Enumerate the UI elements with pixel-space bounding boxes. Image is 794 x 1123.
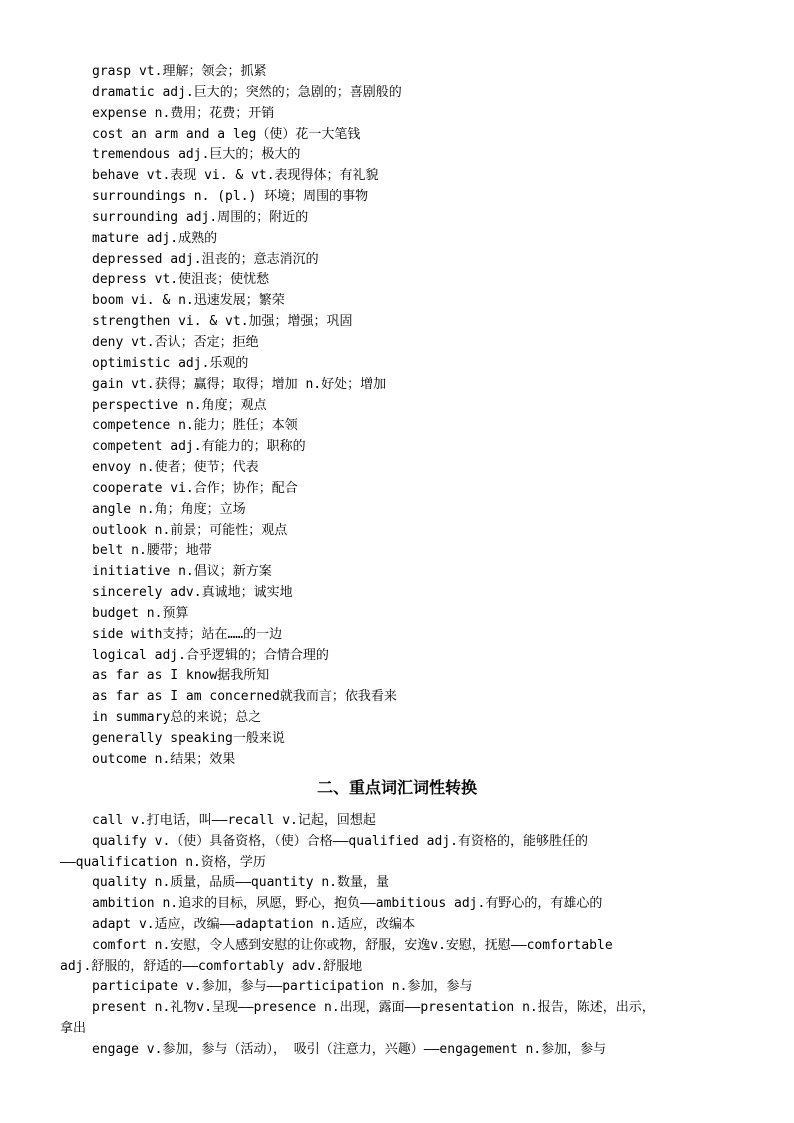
vocab-entry: strengthen vi. & vt.加强；增强；巩固 <box>92 314 353 330</box>
vocab-entry: envoy n.使者；使节；代表 <box>92 460 259 476</box>
vocab-entry: angle n.角；角度；立场 <box>92 501 246 517</box>
vocab-entry: side with支持；站在……的一边 <box>92 626 283 642</box>
vocab-entry: behave vt.表现 vi. & vt.表现得体；有礼貌 <box>92 168 379 184</box>
conversion-entry: comfort n.安慰，令人感到安慰的让你或物，舒服，安逸v.安慰，抚慰——comfortable <box>92 937 613 953</box>
vocab-entry: in summary总的来说；总之 <box>92 710 262 726</box>
vocab-entry: budget n.预算 <box>92 605 189 621</box>
vocab-entry: expense n.费用；花费；开销 <box>92 105 275 121</box>
vocab-entry: competent adj.有能力的；职称的 <box>92 439 306 455</box>
vocab-entry: as far as I am concerned就我而言；依我看来 <box>92 689 397 705</box>
vocab-entry: depressed adj.沮丧的；意志消沉的 <box>92 251 319 267</box>
vocab-entry: surroundings n. (pl.) 环境；周围的事物 <box>92 189 369 205</box>
vocab-list <box>92 62 772 771</box>
vocab-entry: surrounding adj.周围的；附近的 <box>92 209 309 225</box>
vocab-entry: boom vi. & n.迅速发展；繁荣 <box>92 293 285 309</box>
conversion-entry-continuation: 拿出 <box>60 1020 87 1036</box>
conversion-entry: ambition n.追求的目标，夙愿，野心，抱负——ambitious adj.有野心的，有雄心的 <box>92 896 603 912</box>
conversion-list <box>60 811 740 1061</box>
conversion-entry: quality n.质量，品质——quantity n.数量，量 <box>92 875 390 891</box>
vocab-entry: cost an arm and a leg（使）花一大笔钱 <box>92 126 361 142</box>
conversion-entry: qualify v.（使）具备资格，（使）合格——qualified adj.有资格的，能够胜任的 <box>92 833 588 849</box>
vocab-entry: competence n.能力；胜任；本领 <box>92 418 298 434</box>
vocab-entry: depress vt.使沮丧；使忧愁 <box>92 272 270 288</box>
vocab-entry: grasp vt.理解；领会；抓紧 <box>92 64 267 79</box>
vocab-entry: belt n.腰带；地带 <box>92 543 212 559</box>
conversion-entry: engage v.参加，参与（活动）， 吸引（注意力，兴趣）——engagement n.参加，参与 <box>92 1041 607 1057</box>
vocab-entry: mature adj.成熟的 <box>92 230 218 246</box>
vocab-entry: sincerely adv.真诚地；诚实地 <box>92 585 293 601</box>
conversion-entry: participate v.参加，参与——participation n.参加，参与 <box>92 979 473 995</box>
conversion-entry: adapt v.适应，改编——adaptation n.适应，改编本 <box>92 916 416 932</box>
vocab-entry: logical adj.合乎逻辑的；合情合理的 <box>92 647 329 663</box>
section-title: 二、重点词汇词性转换 <box>316 778 477 797</box>
vocab-entry: initiative n.倡议；新方案 <box>92 564 272 580</box>
vocab-entry: dramatic adj.巨大的；突然的；急剧的；喜剧般的 <box>92 84 402 100</box>
vocab-entry: outcome n.结果；效果 <box>92 751 236 767</box>
vocab-entry: generally speaking一般来说 <box>92 731 285 746</box>
vocab-entry: tremendous adj.巨大的；极大的 <box>92 147 301 163</box>
conversion-entry: call v.打电话，叫——recall v.记起，回想起 <box>92 813 376 828</box>
conversion-entry-continuation: ——qualification n.资格，学历 <box>60 854 266 870</box>
vocab-entry: cooperate vi.合作；协作；配合 <box>92 480 298 496</box>
conversion-entry-continuation: adj.舒服的，舒适的——comfortably adv.舒服地 <box>60 958 363 974</box>
vocab-entry: optimistic adj.乐观的 <box>92 355 249 371</box>
vocab-entry: outlook n.前景；可能性；观点 <box>92 522 288 538</box>
vocab-entry: perspective n.角度；观点 <box>92 397 267 413</box>
conversion-entry: present n.礼物v.呈现——presence n.出现，露面——presentation n.报告，陈述，出示， <box>92 1000 655 1016</box>
vocab-entry: deny vt.否认；否定；拒绝 <box>92 334 259 350</box>
vocab-entry: as far as I know据我所知 <box>92 668 270 684</box>
vocab-entry: gain vt.获得；赢得；取得；增加 n.好处；增加 <box>92 376 387 392</box>
